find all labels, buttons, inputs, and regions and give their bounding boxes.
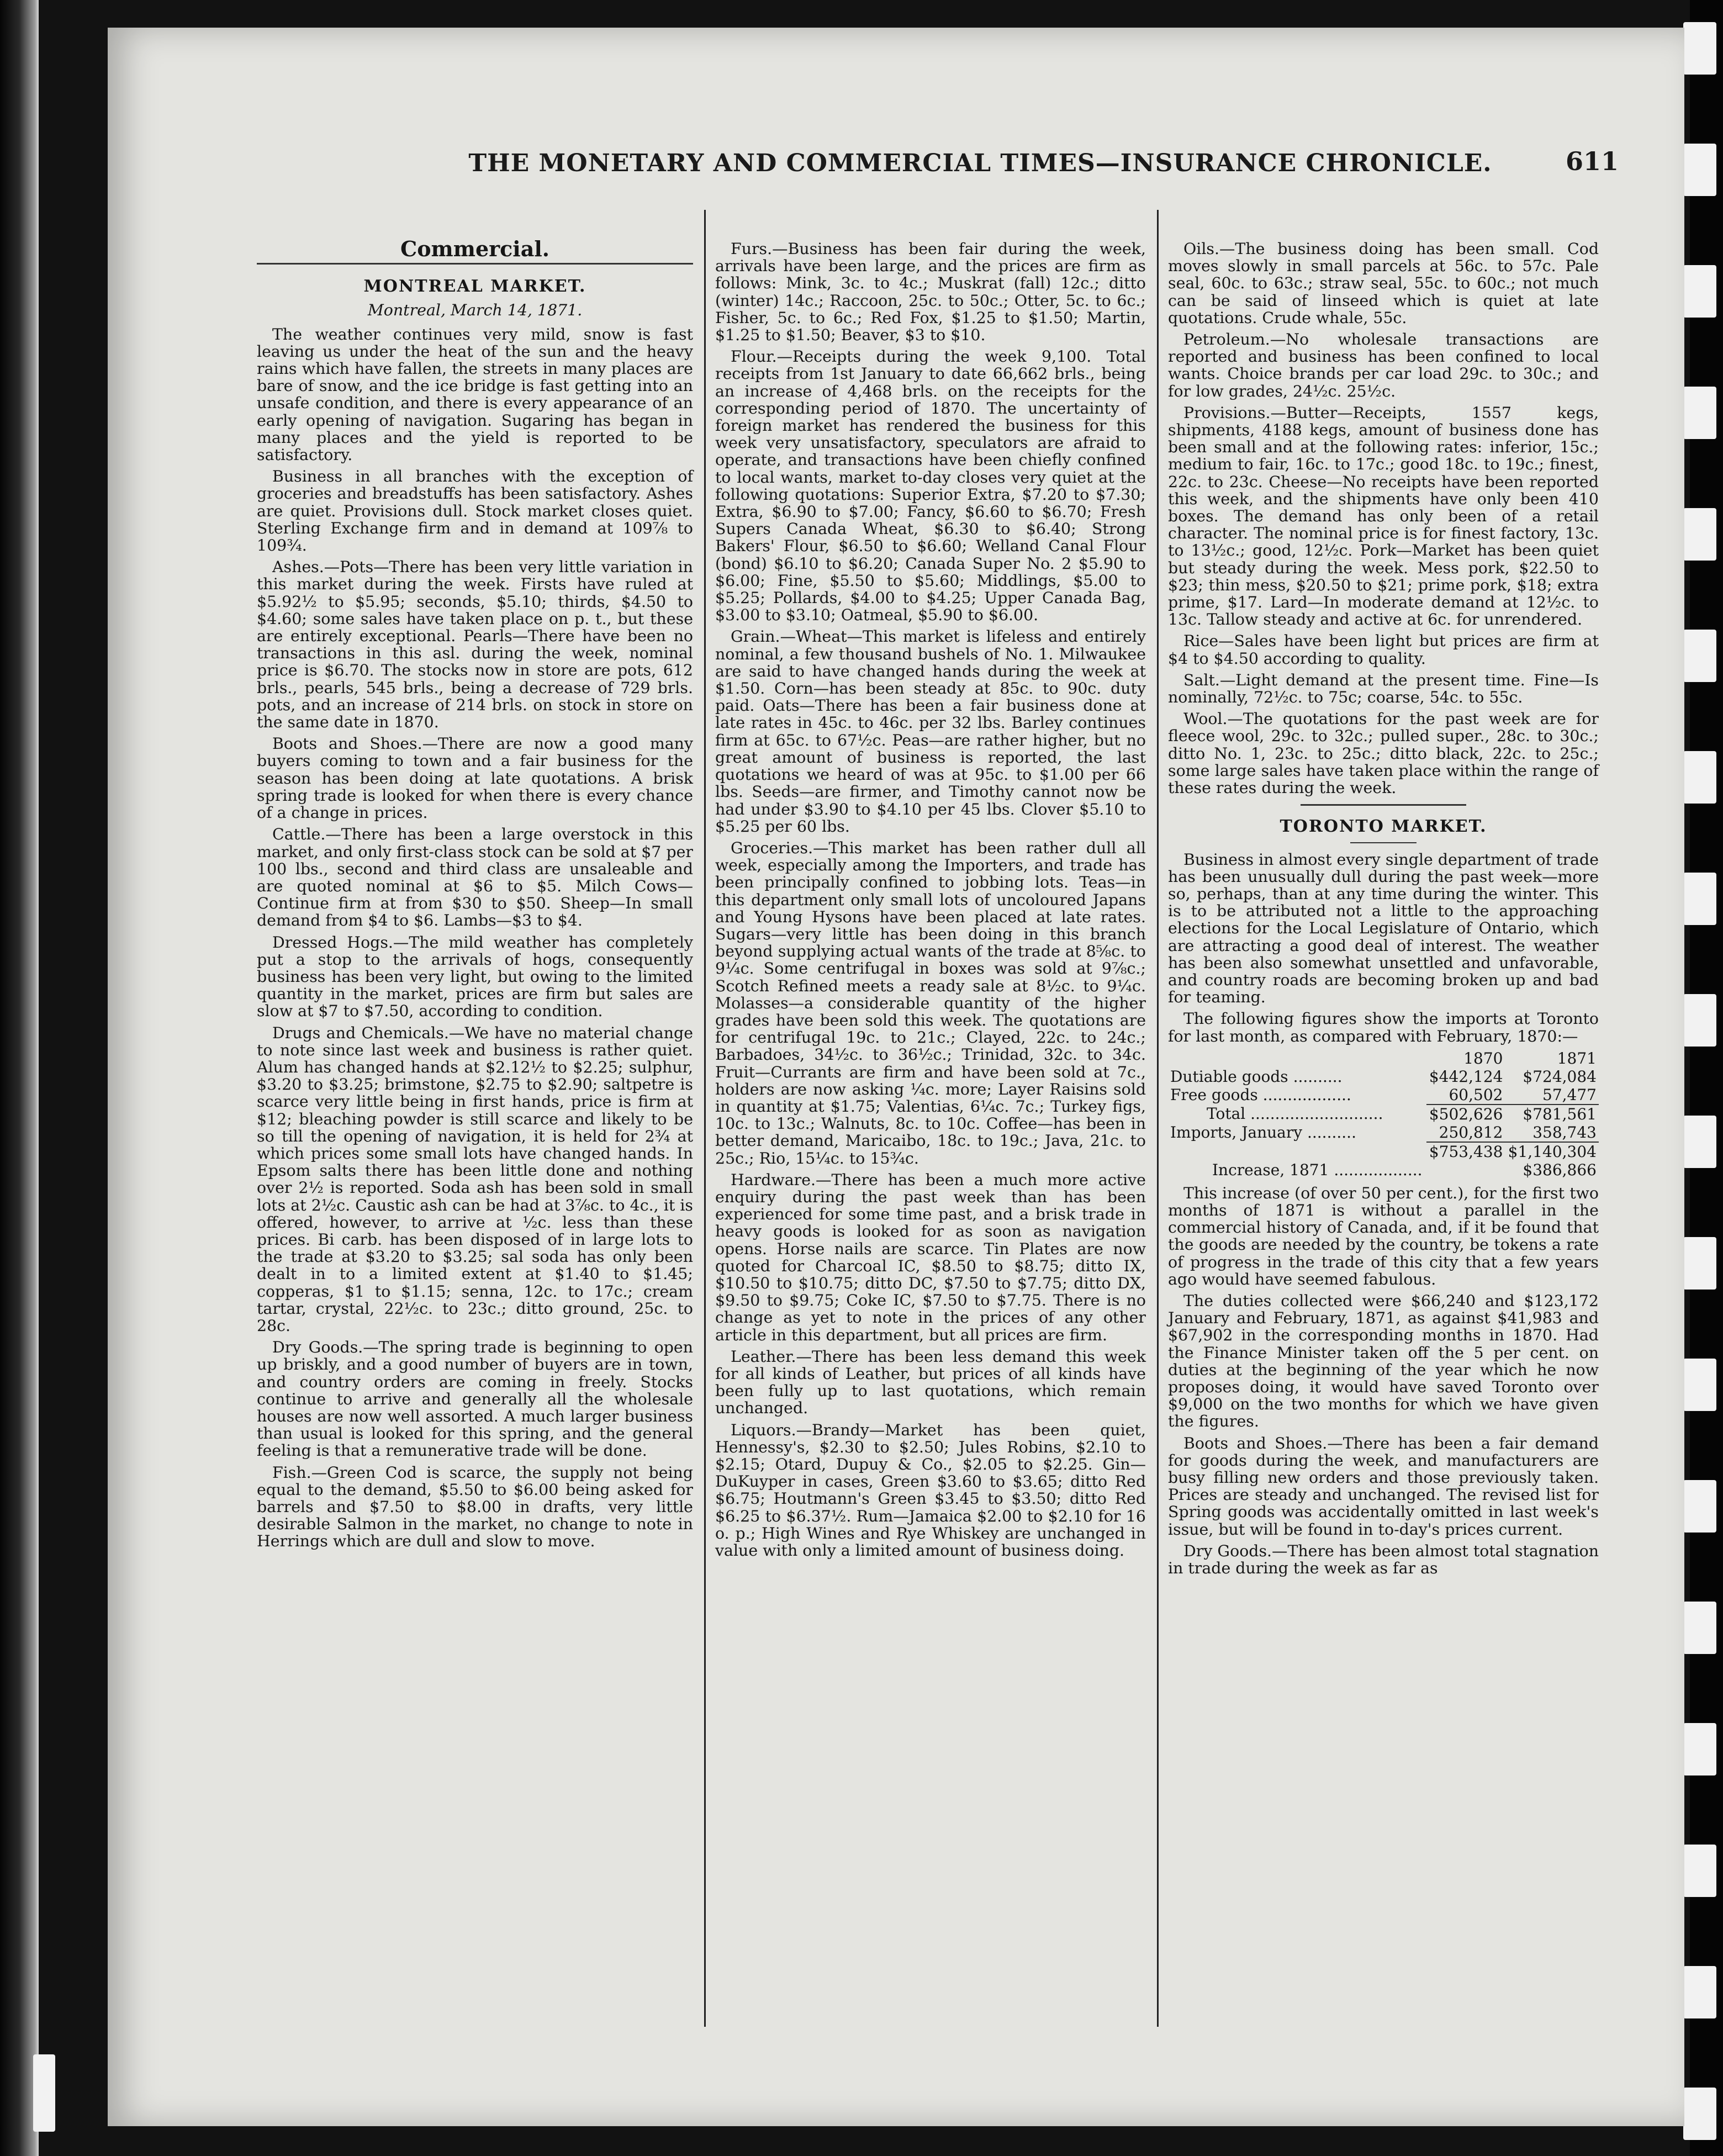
page-number: 611 [1566,146,1619,176]
cell-1871: $386,866 [1523,1160,1597,1179]
column-header: 1871 [1557,1049,1597,1068]
film-perforation [1683,1602,1716,1654]
grain-paragraph: Grain.—Wheat—This market is lifeless and entirely nominal, a few thousand bushels of No. 1. Milwaukee are said to have changed hands during the week at $1.50. Corn—has been steady at 85c. to 90c. duty paid. Oats—There has been a fair business done at late rates in 45c. to 46c. per 32 lbs. Barley continues firm at 65c. to 67½c. Peas—are rather higher, but no great amount of business is reported, the last quotations we heard of was at 95c. to $1.00 per 66 lbs. Seeds—are firmer, and Timothy cannot now be had under $3.90 to $4.10 per 45 lbs. Clover $5.10 to $5.25 per 60 lbs. [715,627,1146,836]
flour-paragraph: Flour.—Receipts during the week 9,100. Total receipts from 1st January to date 66,662 brls., being an increase of 4,468 brls. on the receipts for the corresponding period of 1870. The uncertainty of foreign market has rendered the business for this week very unsatisfactory, speculators are afraid to operate, and transactions have been chiefly confined to local wants, market to-day closes very quiet at the following quotations: Superior Extra, $7.20 to $7.30; Extra, $6.90 to $7.00; Fancy, $6.60 to $6.70; Fresh Supers Canada Wheat, $6.30 to $6.40; Strong Bakers' Flour, $6.50 to $6.60; Welland Canal Flour (bond) $6.10 to $6.20; Canada Super No. 2 $5.90 to $6.00; Fine, $5.50 to $5.60; Middlings, $5.00 to $5.25; Pollards, $4.00 to $4.25; Upper Canada Bag, $3.00 to $3.10; Oatmeal, $5.90 to $6.00. [715,347,1146,625]
cell-1871: 57,477 [1542,1085,1597,1104]
dry-goods-paragraph: Dry Goods.—There has been almost total stagnation in trade during the week as far as [1168,1541,1599,1577]
cell-1870: $442,124 [1429,1067,1503,1086]
film-perforation [1683,508,1716,561]
dressed-hogs-paragraph: Dressed Hogs.—The mild weather has completely put a stop to the arrivals of hogs, consequently business has been very light, but owing to the limited quantity in the market, prices are firm but sales are slow at $7 to $7.50, according to condition. [257,933,693,1021]
column-header: 1870 [1463,1049,1503,1068]
article-paragraph: Business in almost every single department of trade has been unusually dull during the past week—more so, perhaps, than at any time during the winter. This is to be attributed not a little to the approaching elections for the Local Legislature of Ontario, which are attracting a good deal of interest. The weather has been also somewhat unsettled and unfavorable, and country roads are becoming broken up and bad for teaming. [1168,850,1599,1007]
film-perforation [1683,387,1716,439]
film-perforation [1683,1237,1716,1290]
table-row [1168,1105,1599,1123]
column-3 [1168,240,1599,1581]
article-paragraph: The following figures show the imports at Toronto for last month, as compared with February, 1870:— [1168,1010,1599,1045]
rice-paragraph: Rice—Sales have been light but prices are firm at $4 to $4.50 according to quality. [1168,632,1599,668]
row-label: Increase, 1871 .................. [1212,1160,1423,1179]
boots-shoes-paragraph: Boots and Shoes.—There has been a fair demand for goods during the week, and manufacturers are busy filling new orders and those previously taken. Prices are steady and unchanged. The revised list for Spring goods was accidentally omitted in last week's issue, but will be found in to-day's prices current. [1168,1434,1599,1539]
column-rule [704,210,706,2027]
article-paragraph: The duties collected were $66,240 and $123,172 January and February, 1871, as against $41,983 and $67,902 in the corresponding months in 1870. Had the Finance Minister taken off the 5 per cent. on duties at the beginning of the year which he now proposes doing, it would have saved Toronto over $9,000 on the two months for which we have given the figures. [1168,1291,1599,1431]
film-perforation [33,2054,55,2132]
column-2 [715,240,1146,1563]
table-header-row [1168,1049,1599,1068]
film-perforation [1683,144,1716,196]
cell-1871: $781,561 [1505,1105,1599,1123]
hardware-paragraph: Hardware.—There has been a much more active enquiry during the past week than has been experienced for some time past, and a brisk trade in heavy goods is looked for as soon as navigation opens. Horse nails are scarce. Tin Plates are now quoted for Charcoal IC, $8.50 to $8.75; ditto IX, $10.50 to $10.75; ditto DC, $7.50 to $7.75; ditto DX, $9.50 to $9.75; Coke IC, $7.50 to $7.75. There is no change as yet to note in the prices of any other article in this department, but all prices are firm. [715,1170,1146,1344]
film-perforation [1683,1723,1716,1775]
furs-paragraph: Furs.—Business has been fair during the week, arrivals have been large, and the prices are firm as follows: Mink, 3c. to 4c.; Muskrat (fall) 12c.; ditto (winter) 14c.; Raccoon, 25c. to 50c.; Otter, 5c. to 6c.; Fisher, 5c. to 6c.; Red Fox, $1.25 to $1.50; Martin, $1.25 to $1.50; Beaver, $3 to $10. [715,240,1146,345]
row-label: Total ........................... [1207,1105,1383,1123]
montreal-market-title: MONTREAL MARKET. [363,277,586,297]
cell-1870: $753,438 [1426,1142,1505,1161]
table-row [1168,1142,1599,1161]
boots-shoes-paragraph: Boots and Shoes.—There are now a good many buyers coming to town and a fair business for the season has been doing at late quotations. A brisk spring trade is looked for when there is every chance of a change in prices. [257,734,693,822]
row-label [1168,1142,1426,1161]
film-perforation [1683,751,1716,804]
article-paragraph: The weather continues very mild, snow is fast leaving us under the heat of the sun and the heavy rains which have fallen, the streets in many places are bare of snow, and the ice bridge is fast getting into an unsafe condition, and there is every appearance of an early opening of navigation. Sugaring has began in many places and the yield is reported to be satisfactory. [257,325,693,464]
cell-1870: $502,626 [1426,1105,1505,1123]
title-rule [1350,842,1417,843]
article-paragraph: Business in all branches with the exception of groceries and breadstuffs has been satisfactory. Ashes are quiet. Provisions dull. Stock market closes quiet. Sterling Exchange firm and in demand at 109⅞ to 109¾. [257,467,693,555]
film-perforation [1683,1116,1716,1168]
film-perforation [1683,22,1716,75]
table-row [1168,1123,1599,1142]
dry-goods-paragraph: Dry Goods.—The spring trade is beginning to open up briskly, and a good number of buyers are in town, and country orders are coming in freely. Stocks continue to arrive and generally all the wholesale houses are now well assorted. A much larger business than usual is looked for this spring, and the general feeling is that a remunerative trade will be done. [257,1338,693,1460]
book-binding-gutter [0,0,39,2156]
groceries-paragraph: Groceries.—This market has been rather dull all week, especially among the Importers, and trade has been principally confined to jobbing lots. Teas—in this department only small lots of uncoloured Japans and Young Hysons have been placed at late rates. Sugars—very little has been doing in this branch beyond supplying actual wants of the trade at 8⅝c. to 9¼c. Some centrifugal in boxes was sold at 9⅞c.; Scotch Refined meets a ready sale at 8½c. to 9¼c. Molasses—a considerable quantity of the higher grades have been sold this week. The quotations are for centrifugal 19c. to 21c.; Clayed, 22c. to 24c.; Barbadoes, 34½c. to 36½c.; Trinidad, 32c. to 34c. Fruit—Currants are firm and have been sold at 7c., holders are now asking ¼c. more; Layer Raisins sold in quantity at $1.75; Valentias, 6¼c. 7c.; Turkey figs, 10c. to 13c.; Walnuts, 8c. to 10c. Coffee—has been in better demand, Maricaibo, 18c. to 19c.; Java, 21c. to 25c.; Rio, 15¼c. to 15¾c. [715,838,1146,1167]
liquors-paragraph: Liquors.—Brandy—Market has been quiet, Hennessy's, $2.30 to $2.50; Jules Robins, $2.10 to $2.15; Otard, Dupuy & Co., $2.05 to $2.25. Gin—DuKuyper in cases, Green $3.60 to $3.65; ditto Red $6.75; Houtmann's Green $3.45 to $3.50; ditto Red $6.25 to $6.37½. Rum—Jamaica $2.00 to $2.10 for 16 o. p.; High Wines and Rye Whiskey are unchanged in value with only a limited amount of business doing. [715,1420,1146,1560]
table-row [1168,1068,1599,1086]
film-perforation [1683,994,1716,1047]
cell-1871: $724,084 [1523,1067,1597,1086]
column-1 [257,236,693,1555]
film-perforation [1683,1966,1716,2018]
section-divider [1301,804,1466,806]
film-perforation [1683,2088,1716,2140]
film-perforation [1683,1845,1716,1897]
salt-paragraph: Salt.—Light demand at the present time. Fine—Is nominally, 72½c. to 75c; coarse, 54c. to 55c. [1168,670,1599,707]
table-row [1168,1161,1599,1179]
drugs-chemicals-paragraph: Drugs and Chemicals.—We have no material change to note since last week and business is rather quiet. Alum has changed hands at $2.12½ to $2.25; sulphur, $3.20 to $3.25; brimstone, $2.75 to $2.90; saltpetre is scarce very little being in first hands, price is firm at $12; bleaching powder is still scarce and likely to be so till the opening of navigation, it is held for 2¾ at which prices some small lots have changed hands. In Epsom salts there has been little done and nothing over 2½ is reported. Soda ash has been sold in small lots at 2½c. Caustic ash can be had at 3⅞c. to 4c., it is offered, however, to arrive at ½c. less than these prices. Bi carb. has been disposed of in large lots to the trade at $3.20 to $3.25; sal soda has only been dealt in to a limited extent at $1.40 to $1.45; copperas, $1 to $1.15; senna, 12c. to 17c.; cream tartar, crystal, 22½c. to 23c.; ditto ground, 25c. to 28c. [257,1023,693,1335]
article-paragraph: This increase (of over 50 per cent.), for the first two months of 1871 is without a parallel in the commercial history of Canada, and, if it be found that the goods are needed by the country, be tokens a rate of progress in the trade of this city that a few years ago would have seemed fabulous. [1168,1183,1599,1288]
fish-paragraph: Fish.—Green Cod is scarce, the supply not being equal to the demand, $5.50 to $6.00 being asked for barrels and $7.50 to $8.00 in drafts, very little desirable Salmon in the market, no change to note in Herrings which are dull and slow to move. [257,1463,693,1551]
cell-1870: 60,502 [1449,1085,1503,1104]
row-label: Free goods .................. [1170,1086,1351,1105]
cell-1871: $1,140,304 [1505,1142,1599,1161]
section-title: Commercial. [400,236,550,261]
toronto-market-title: TORONTO MARKET. [1280,817,1487,837]
cell-1870 [1426,1161,1505,1179]
section-rule [257,263,693,265]
newspaper-page [108,28,1684,2126]
column-rule [1157,210,1159,2027]
film-perforation [1683,1480,1716,1533]
wool-paragraph: Wool.—The quotations for the past week are for fleece wool, 29c. to 32c.; pulled super., 28c. to 30c.; ditto No. 1, 23c. to 25c.; ditto black, 22c. to 25c.; some large sales have taken place within the range of these rates during the week. [1168,710,1599,797]
running-head-title: THE MONETARY AND COMMERCIAL TIMES—INSURANCE CHRONICLE. [468,149,1492,177]
row-label: Dutiable goods .......... [1170,1067,1343,1086]
leather-paragraph: Leather.—There has been less demand this week for all kinds of Leather, but prices of all kinds have been fully up to last quotations, which remain unchanged. [715,1347,1146,1418]
table-row [1168,1086,1599,1105]
cattle-paragraph: Cattle.—There has been a large overstock in this market, and only first-class stock can be sold at $7 per 100 lbs., second and third class are unsaleable and are quoted nominal at $6 to $5. Milch Cows—Continue firm at from $30 to $50. Sheep—In small demand from $4 to $6. Lambs—$3 to $4. [257,825,693,930]
dateline: Montreal, March 14, 1871. [367,301,583,320]
petroleum-paragraph: Petroleum.—No wholesale transactions are reported and business has been confined to local wants. Choice brands per car load 29c. to 30c.; and for low grades, 24½c. 25½c. [1168,330,1599,400]
film-strip-edge [1690,0,1723,2156]
imports-table [1168,1049,1599,1179]
film-perforation [1683,265,1716,318]
film-perforation [1683,1359,1716,1411]
oils-paragraph: Oils.—The business doing has been small. Cod moves slowly in small parcels at 56c. to 57c. Pale seal, 60c. to 63c.; straw seal, 55c. to 60c.; not much can be said of linseed which is quiet at late quotations. Crude whale, 55c. [1168,240,1599,327]
cell-1870: 250,812 [1439,1123,1503,1142]
provisions-paragraph: Provisions.—Butter—Receipts, 1557 kegs, shipments, 4188 kegs, amount of business done has been small and at the following rates: inferior, 15c.; medium to fair, 16c. to 17c.; good 18c. to 19c.; finest, 22c. to 23c. Cheese—No receipts have been reported this week, and the shipments have only been 410 boxes. The demand has only been of a retail character. The nominal price is for finest factory, 13c. to 13½c.; good, 12½c. Pork—Market has been quiet but steady during the week. Mess pork, $22.50 to $23; thin mess, $20.50 to $21; prime pork, $18; extra prime, $17. Lard—In moderate demand at 12½c. to 13c. Tallow steady and active at 6c. for unrendered. [1168,403,1599,629]
cell-1871: 358,743 [1532,1123,1597,1142]
row-label: Imports, January .......... [1170,1123,1356,1142]
film-perforation [1683,630,1716,682]
ashes-paragraph: Ashes.—Pots—There has been very little variation in this market during the week. Firsts have ruled at $5.92½ to $5.95; seconds, $5.10; thirds, $4.50 to $4.60; some sales have taken place on p. t., but these are entirely exceptional. Pearls—There have been no transactions in this asl. during the week, nominal price is $6.70. The stocks now in store are pots, 612 brls., pearls, 545 brls., being a decrease of 729 brls. pots, and an increase of 214 brls. on stock in store on the same date in 1870. [257,558,693,732]
film-perforation [1683,873,1716,925]
